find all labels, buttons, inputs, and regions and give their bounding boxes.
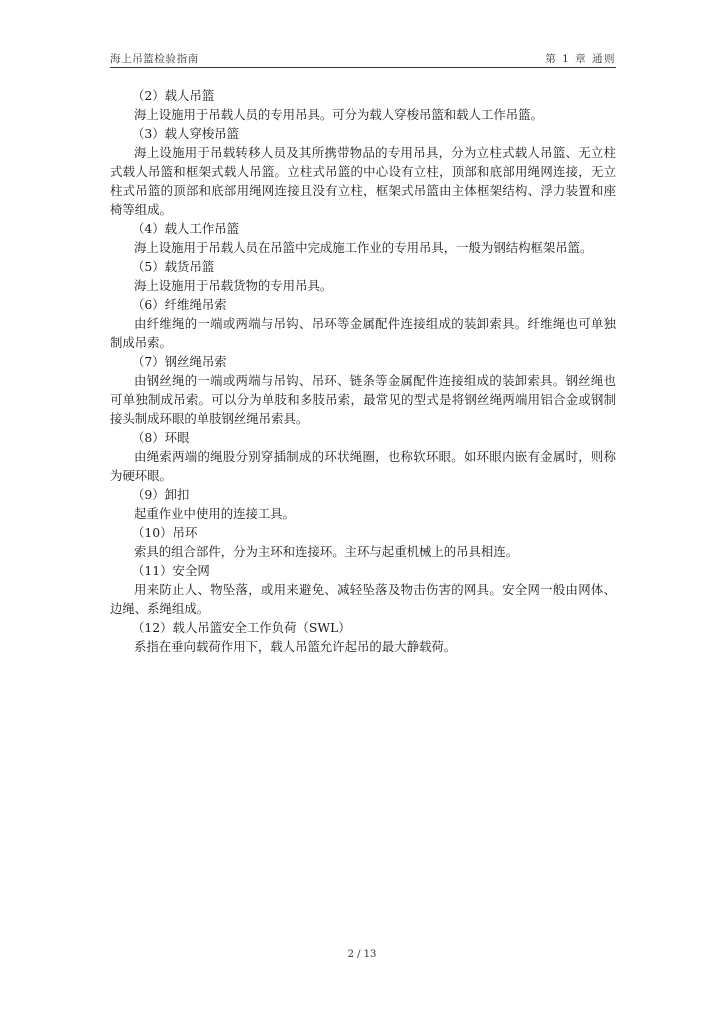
term-heading: （12）载人吊篮安全工作负荷（SWL） [132, 620, 351, 635]
header-chapter-title: 第 1 章 通则 [545, 53, 616, 65]
term-definition: 由钢丝绳的一端或两端与吊钩、吊环、链条等金属配件连接组成的装卸索具。钢丝绳也可单独制成吊索。可以分为单肢和多肢吊索，最常见的型式是将钢丝绳两端用铝合金或钢制接头制成环眼的单肢钢丝绳吊索具。 [110, 373, 616, 426]
term-heading: （7）钢丝绳吊索 [132, 354, 227, 369]
term-heading: （6）纤维绳吊索 [132, 297, 227, 312]
term-heading: （2）载人吊篮 [132, 88, 215, 103]
term-heading: （5）载货吊篮 [132, 259, 215, 274]
term-definition: 用来防止人、物坠落，或用来避免、减轻坠落及物击伤害的网具。安全网一般由网体、边绳、系绳组成。 [110, 582, 616, 616]
term-definition: 索具的组合部件，分为主环和连接环。主环与起重机械上的吊具相连。 [134, 544, 519, 559]
term-definition: 系指在垂向载荷作用下，载人吊篮允许起吊的最大静载荷。 [134, 639, 457, 654]
page-header [110, 49, 616, 68]
term-definition: 海上设施用于吊载人员在吊篮中完成施工作业的专用吊具，一般为钢结构框架吊篮。 [134, 240, 593, 255]
term-heading: （11）安全网 [132, 563, 210, 578]
term-heading: （9）卸扣 [132, 487, 190, 502]
term-heading: （8）环眼 [132, 430, 190, 445]
term-definition: 海上设施用于吊载转移人员及其所携带物品的专用吊具，分为立柱式载人吊篮、无立柱式载人吊篮和框架式载人吊篮。立柱式吊篮的中心设有立柱，顶部和底部用绳网连接，无立柱式吊篮的顶部和底部用绳网连接且没有立柱，框架式吊篮由主体框架结构、浮力装置和座椅等组成。 [110, 145, 616, 217]
term-definition: 海上设施用于吊载货物的专用吊具。 [134, 278, 333, 293]
term-heading: （4）载人工作吊篮 [132, 221, 240, 236]
term-heading: （3）载人穿梭吊篮 [132, 126, 240, 141]
page-number: 2 / 13 [347, 949, 377, 960]
term-definition: 起重作业中使用的连接工具。 [134, 506, 296, 521]
term-heading: （10）吊环 [132, 525, 198, 540]
term-definition: 海上设施用于吊载人员的专用吊具。可分为载人穿梭吊篮和载人工作吊篮。 [134, 107, 543, 122]
header-document-title: 海上吊篮检验指南 [110, 53, 199, 65]
term-definition: 由绳索两端的绳股分别穿插制成的环状绳圈，也称软环眼。如环眼内嵌有金属时，则称为硬环眼。 [110, 449, 616, 483]
document-body [110, 86, 616, 656]
term-definition: 由纤维绳的一端或两端与吊钩、吊环等金属配件连接组成的装卸索具。纤维绳也可单独制成吊索。 [110, 316, 616, 350]
